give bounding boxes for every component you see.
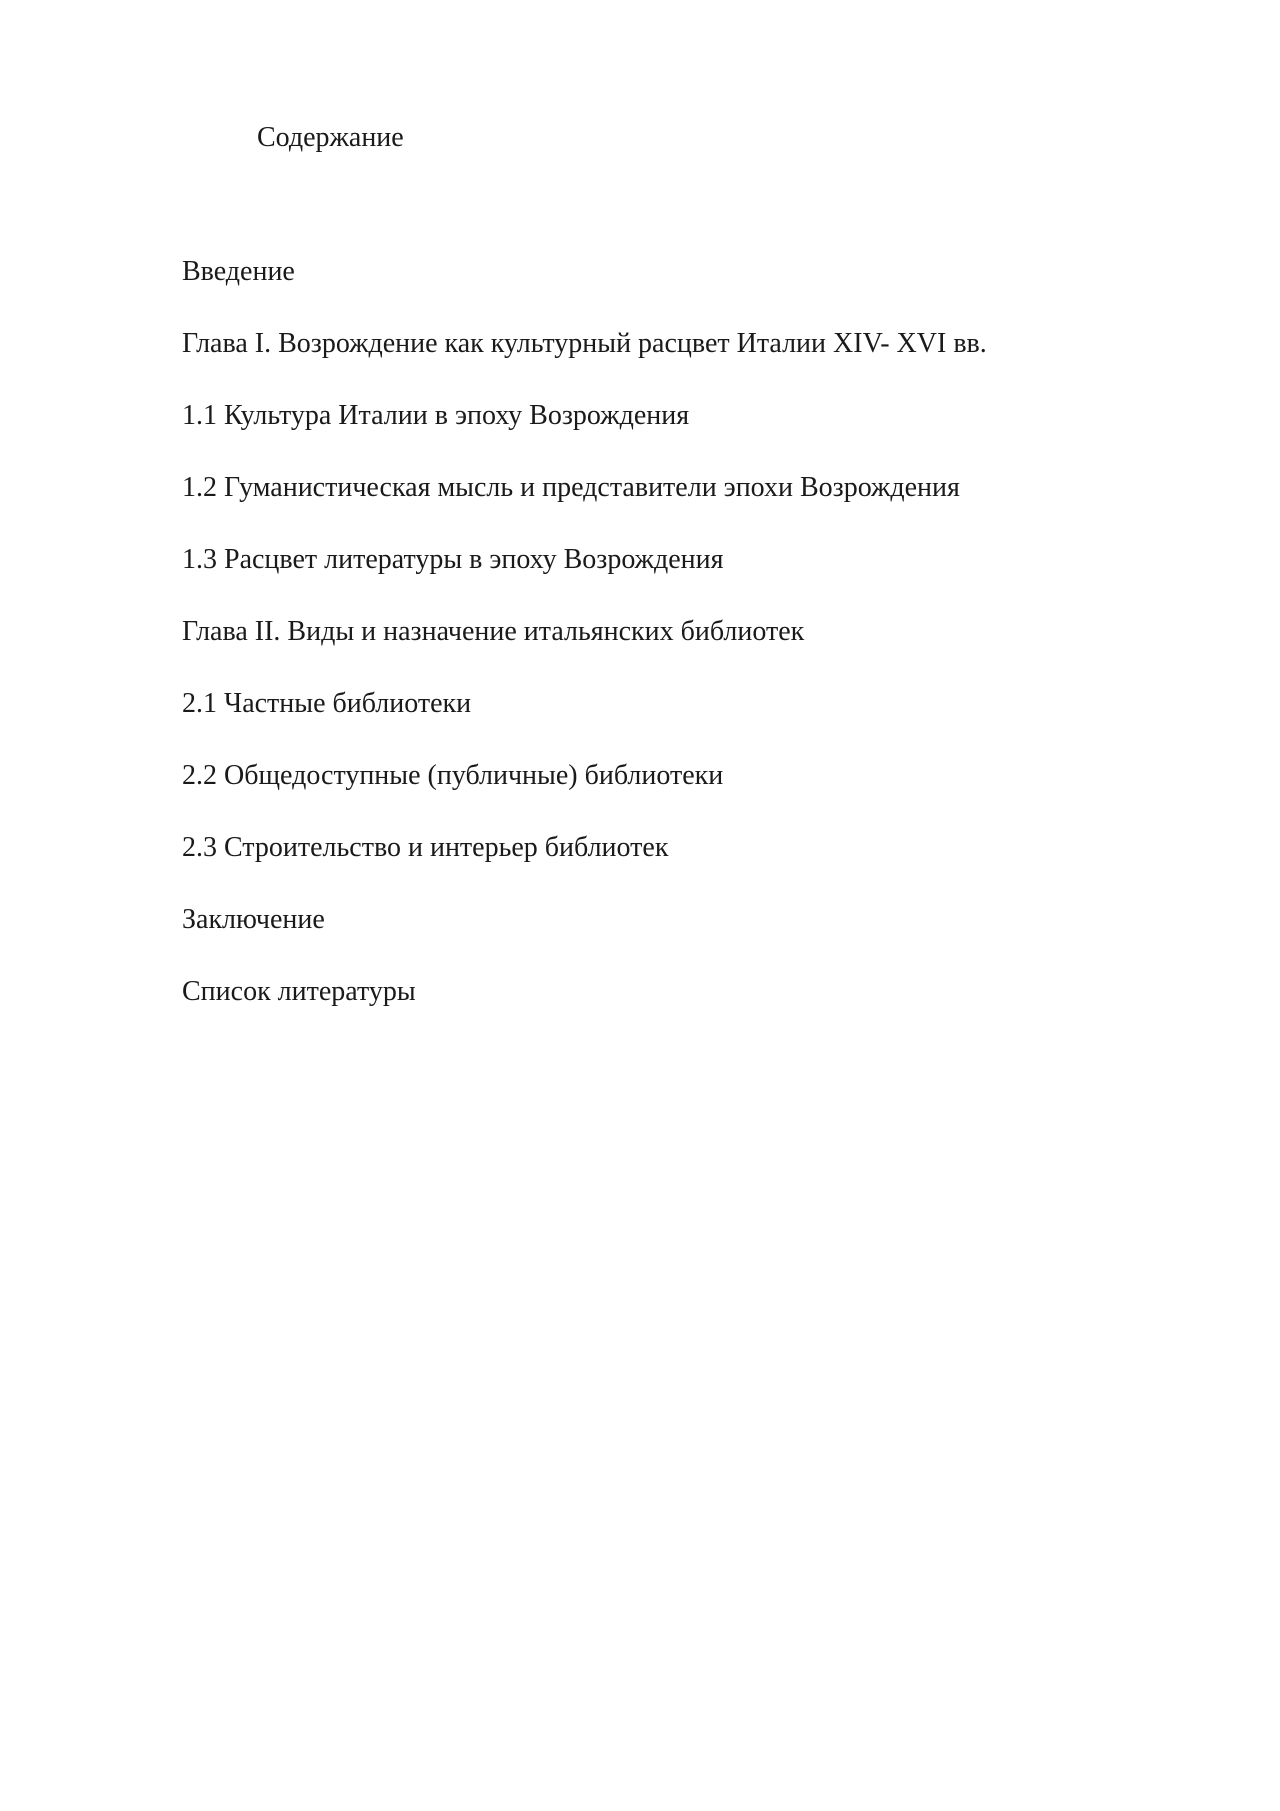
toc-entry-section-1-3[interactable]: 1.3 Расцвет литературы в эпоху Возрождения [182, 544, 724, 575]
toc-entry-bibliography[interactable]: Список литературы [182, 976, 416, 1007]
toc-entry-conclusion[interactable]: Заключение [182, 904, 325, 935]
toc-entry-section-2-2[interactable]: 2.2 Общедоступные (публичные) библиотеки [182, 760, 724, 791]
toc-entry-section-2-3[interactable]: 2.3 Строительство и интерьер библиотек [182, 832, 669, 863]
toc-entry-section-1-2[interactable]: 1.2 Гуманистическая мысль и представители эпохи Возрождения [182, 472, 960, 503]
toc-entry-section-2-1[interactable]: 2.1 Частные библиотеки [182, 688, 472, 719]
toc-entry-chapter-1[interactable]: Глава I. Возрождение как культурный расцвет Италии XIV- XVI вв. [182, 328, 987, 359]
toc-entry-section-1-1[interactable]: 1.1 Культура Италии в эпоху Возрождения [182, 400, 690, 431]
toc-entry-introduction[interactable]: Введение [182, 256, 295, 287]
toc-entry-chapter-2[interactable]: Глава II. Виды и назначение итальянских библиотек [182, 616, 805, 647]
toc-title: Содержание [257, 122, 404, 153]
table-of-contents [182, 252, 987, 1044]
